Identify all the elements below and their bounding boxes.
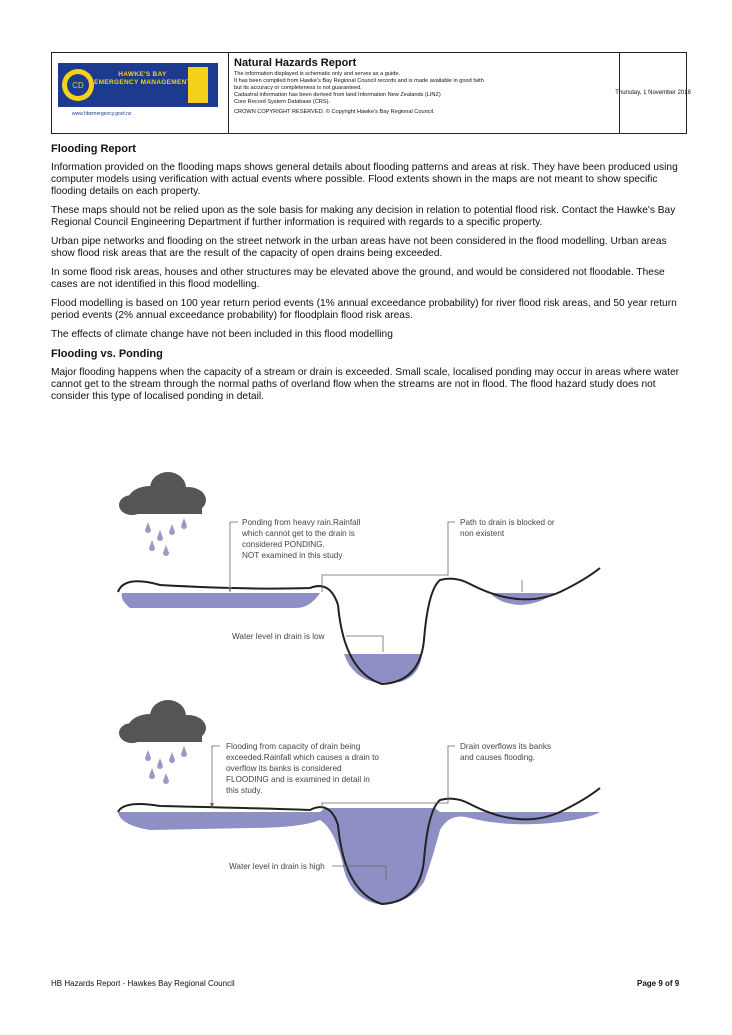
ponding-label-line: which cannot get to the drain is xyxy=(242,529,355,538)
drain-water-low xyxy=(344,654,422,683)
disclaimer-line: Cadastral information has been derived from land Information New Zealands (LINZ) xyxy=(234,91,441,98)
overflow-label-line: Drain overflows its banks xyxy=(460,742,552,751)
disclaimer-line: Core Record System Database (CRS). xyxy=(234,98,331,105)
paragraph: In some flood risk areas, houses and other structures may be elevated above the ground, and would be considered not floodable. These cases are not identified in this flood modelling. xyxy=(51,267,665,290)
svg-text:CD: CD xyxy=(72,81,84,90)
logo-url: www.hbemergency.govt.nz xyxy=(72,111,132,117)
ponding-water xyxy=(122,593,320,608)
paragraph: Major flooding happens when the capacity of a stream or drain is exceeded. Small scale, localised ponding may occur in areas where water cannot get to the stream through the normal paths of overland flow when the streams are not in flood. The flood hazard study does not consider this type of localised ponding in detail. xyxy=(51,367,679,402)
flood-water-high xyxy=(118,808,600,905)
diagram-flooding xyxy=(118,700,600,905)
paragraph: These maps should not be relied upon as the sole basis for making any decision in relation to potential flood risk. Contact the Hawke's Bay Regional Council Engineering Department if further information is required with regards to a specific property. xyxy=(51,205,676,228)
flooding-label-line: exceeded.Rainfall which causes a drain to xyxy=(226,753,379,762)
flooding-label-line: FLOODING and is examined in detail in xyxy=(226,775,370,784)
disclaimer-line: It has been compiled from Hawke's Bay Regional Council records and is made available in good faith xyxy=(234,77,484,84)
drain-low-label: Water level in drain is low xyxy=(232,632,325,641)
report-date: Thursday, 1 November 2018 xyxy=(615,90,691,96)
ponding-label-line: Ponding from heavy rain.Rainfall xyxy=(242,518,361,527)
blocked-path-label-line: Path to drain is blocked or xyxy=(460,518,555,527)
paragraph: The effects of climate change have not been included in this flood modelling xyxy=(51,329,393,340)
paragraph: Flood modelling is based on 100 year return period events (1% annual exceedance probability) for river flood risk areas, and 50 year return period events (2% annual exceedance probability) for floodplain flood risk areas. xyxy=(51,298,677,321)
ponding-label-line: NOT examined in this study xyxy=(242,551,343,560)
blocked-path-label-line: non existent xyxy=(460,529,505,538)
copyright-line: CROWN COPYRIGHT RESERVED. © Copyright Hawke's Bay Regional Council. xyxy=(234,108,435,115)
paragraph: Urban pipe networks and flooding on the street network in the urban areas have not been considered in the flood modelling. Urban areas show flood risk areas that are the result of the capacity of open drains being exceeded. xyxy=(51,236,667,259)
disclaimer-line: The information displayed is schematic only and serves as a guide. xyxy=(234,71,401,77)
flooding-report-heading: Flooding Report xyxy=(51,143,136,155)
flooding-label-line: overflow its banks is considered xyxy=(226,764,342,773)
report-title: Natural Hazards Report xyxy=(234,57,357,69)
rain-cloud-icon xyxy=(119,472,206,556)
flooding-label-line: Flooding from capacity of drain being xyxy=(226,742,361,751)
ponding-heading: Flooding vs. Ponding xyxy=(51,348,163,360)
overflow-label-line: and causes flooding. xyxy=(460,753,536,762)
footer-title: HB Hazards Report - Hawkes Bay Regional Council xyxy=(51,979,235,988)
diagram-ponding xyxy=(118,472,600,684)
rain-cloud-icon xyxy=(119,700,206,784)
ponding-label-line: considered PONDING. xyxy=(242,540,325,549)
page-number: Page 9 of 9 xyxy=(637,979,680,988)
disclaimer-line: but its accuracy or completeness is not guaranteed. xyxy=(234,84,362,91)
flooding-label-line: this study. xyxy=(226,786,263,795)
paragraph: Information provided on the flooding maps shows general details about flooding patterns and areas at risk. They have been produced using computer models using verification with actual events where possible. Flood extents shown in the maps are not meant to show specific flooding details on each property. xyxy=(51,162,678,197)
logo-title: HAWKE'S BAY EMERGENCY MANAGEMENT xyxy=(94,71,191,86)
drain-high-label: Water level in drain is high xyxy=(229,862,325,871)
